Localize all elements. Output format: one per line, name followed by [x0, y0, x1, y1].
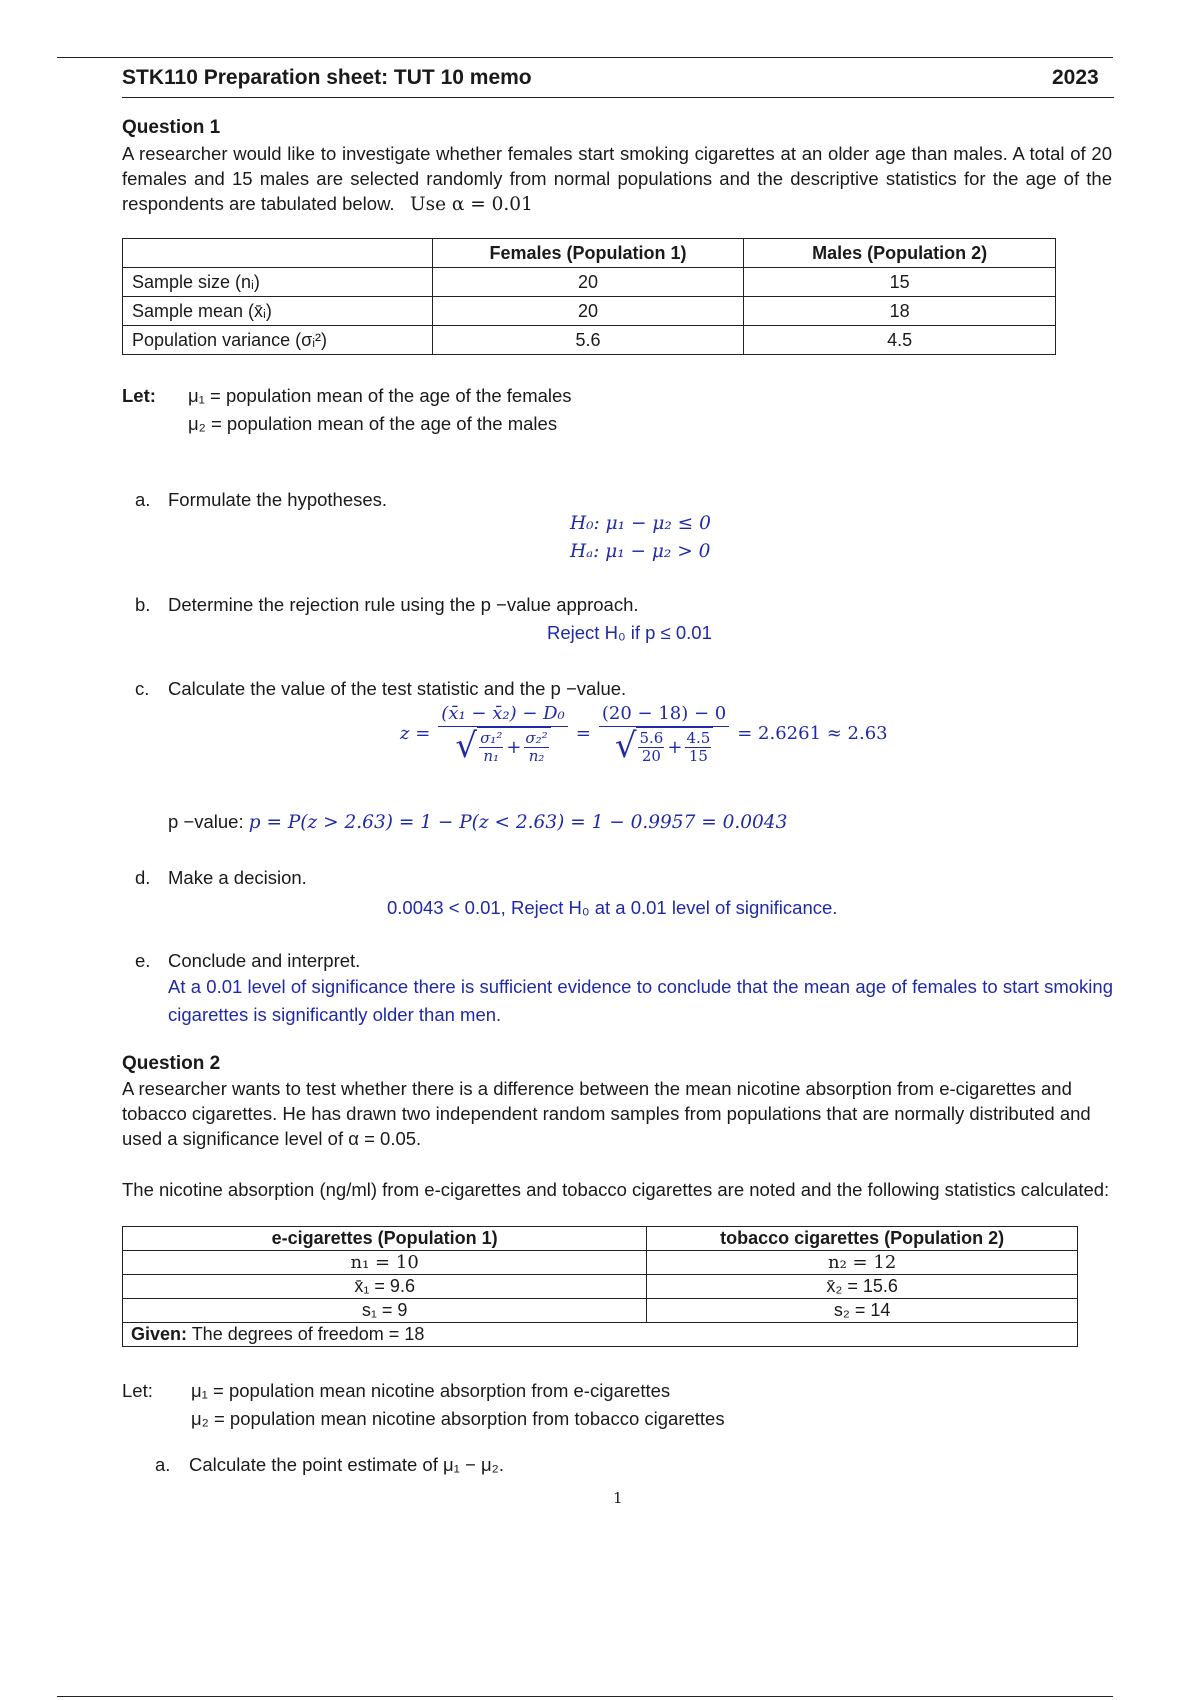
v1-den: 20: [641, 747, 661, 765]
header-top-rule: [57, 57, 1113, 58]
given-text: The degrees of freedom = 18: [187, 1324, 425, 1344]
table-row: [123, 1251, 1078, 1275]
numeric-numerator: (20 − 18) − 0: [599, 702, 729, 727]
q1-title: Question 1: [122, 117, 221, 138]
q1-intro-text: A researcher would like to investigate whether females start smoking cigarettes at an older age than males. A total of 20 females and 15 males are selected randomly from normal populations and the descriptive statistics for the age of the respondents are tabulated below.: [122, 143, 1112, 214]
header-bottom-rule: [122, 97, 1114, 98]
q2a-letter: a.: [155, 1454, 171, 1475]
table-row: [123, 1275, 1078, 1299]
q1-alpha: Use α = 0.01: [409, 194, 533, 215]
females-value: 20: [432, 268, 744, 297]
q1e-prompt: Conclude and interpret.: [168, 950, 361, 971]
males-value: 4.5: [744, 326, 1056, 355]
q2-intro-statistics: The nicotine absorption (ng/ml) from e-cigarettes and tobacco cigarettes are noted and the following statistics calculated:: [122, 1179, 1110, 1200]
females-value: 5.6: [432, 326, 744, 355]
table-cell: x̄₂ = 15.6: [647, 1275, 1078, 1299]
table-row: [123, 326, 1056, 355]
q2-mu1-definition: μ₁ = population mean nicotine absorption from e-cigarettes: [191, 1380, 671, 1401]
table-cell: s₁ = 9: [123, 1299, 647, 1323]
var1-fraction: [479, 730, 503, 765]
v1-fraction: [638, 730, 664, 765]
var2-den: n₂: [528, 747, 545, 765]
given-label: Given:: [131, 1324, 188, 1344]
radicand: [477, 727, 551, 765]
q1b-letter: b.: [135, 594, 151, 615]
table-header-row: [123, 239, 1056, 268]
page-number: 1: [613, 1489, 623, 1507]
var1-num: σ₁²: [480, 729, 503, 747]
q2a-prompt: Calculate the point estimate of μ₁ − μ₂.: [189, 1454, 504, 1475]
given-cell: [123, 1323, 1078, 1347]
q1e-letter: e.: [135, 950, 151, 971]
radical-sign: √: [455, 726, 478, 766]
v2-num: 4.5: [686, 729, 711, 747]
plus-sign: +: [667, 736, 683, 758]
table-header-cell: Females (Population 1): [432, 239, 744, 268]
row-label: Population variance (σᵢ²): [123, 326, 433, 355]
table-row: [123, 297, 1056, 326]
table-header-cell: Males (Population 2): [744, 239, 1056, 268]
general-numerator: (x̄₁ − x̄₂) − D₀: [438, 702, 567, 727]
q1b-prompt: Determine the rejection rule using the p −value approach.: [168, 594, 639, 615]
radical-sign: √: [614, 726, 637, 766]
table-row: [123, 1299, 1078, 1323]
var2-num: σ₂²: [525, 729, 548, 747]
equals-sign: =: [575, 723, 591, 744]
table-cell: n₁ = 10: [123, 1251, 647, 1275]
numeric-sqrt: [615, 727, 713, 765]
numeric-denominator: [612, 727, 716, 765]
var2-fraction: [524, 730, 548, 765]
row-label: Sample mean (x̄ᵢ): [123, 297, 433, 326]
sheet-title: STK110 Preparation sheet: TUT 10 memo: [122, 66, 532, 89]
general-sqrt: [455, 727, 550, 765]
q2-intro: A researcher wants to test whether there is a difference between the mean nicotine absorption from e-cigarettes and tobacco cigarettes. He has drawn two independent random samples from populations that are normally distributed and used a significance level of α = 0.05.: [122, 1078, 1091, 1149]
rejection-rule: Reject H₀ if p ≤ 0.01: [547, 622, 712, 643]
table-cell: s₂ = 14: [647, 1299, 1078, 1323]
q1-mu1-definition: μ₁ = population mean of the age of the females: [188, 385, 572, 406]
table-row: [123, 268, 1056, 297]
row-label: Sample size (nᵢ): [123, 268, 433, 297]
table-row: [123, 1323, 1078, 1347]
v2-den: 15: [688, 747, 708, 765]
q1-stats-table: [122, 238, 1056, 355]
q1a-prompt: Formulate the hypotheses.: [168, 489, 388, 510]
table-cell: n₂ = 12: [647, 1251, 1078, 1275]
q1d-letter: d.: [135, 867, 151, 888]
pvalue-calculation: p = P(z > 2.63) = 1 − P(z < 2.63) = 1 − 0.9957 = 0.0043: [248, 812, 788, 833]
table-header-cell: e-cigarettes (Population 1): [123, 1227, 647, 1251]
decision-answer: 0.0043 < 0.01, Reject H₀ at a 0.01 level of significance.: [387, 897, 838, 918]
v2-fraction: [685, 730, 711, 765]
alternative-hypothesis: Hₐ: μ₁ − μ₂ > 0: [570, 541, 711, 562]
q2-stats-table: [122, 1226, 1078, 1347]
table-header-cell: [123, 239, 433, 268]
z-statistic-formula: [400, 702, 888, 765]
females-value: 20: [432, 297, 744, 326]
table-header-row: [123, 1227, 1078, 1251]
z-result: = 2.6261 ≈ 2.63: [737, 723, 888, 744]
plus-sign: +: [506, 736, 522, 758]
q2-title: Question 2: [122, 1053, 221, 1074]
sheet-year: 2023: [1052, 66, 1099, 89]
numeric-formula-fraction: [599, 702, 729, 765]
q2-mu2-definition: μ₂ = population mean nicotine absorption from tobacco cigarettes: [191, 1408, 725, 1429]
conclusion-answer: At a 0.01 level of significance there is sufficient evidence to conclude that the mean age of females to start smoking cigarettes is significantly older than men.: [168, 976, 1113, 1025]
table-header-cell: tobacco cigarettes (Population 2): [647, 1227, 1078, 1251]
males-value: 18: [744, 297, 1056, 326]
q1-mu2-definition: μ₂ = population mean of the age of the males: [188, 413, 558, 434]
q1-let-label: Let:: [122, 385, 156, 406]
general-formula-fraction: [438, 702, 567, 765]
q1c-prompt: Calculate the value of the test statistic and the p −value.: [168, 678, 627, 699]
q2-let-label: Let:: [122, 1380, 153, 1401]
q1-intro: [122, 141, 1112, 217]
var1-den: n₁: [483, 747, 500, 765]
null-hypothesis: H₀: μ₁ − μ₂ ≤ 0: [570, 513, 711, 534]
q1c-letter: c.: [135, 678, 150, 699]
q1a-letter: a.: [135, 489, 151, 510]
v1-num: 5.6: [639, 729, 664, 747]
pvalue-line: [168, 809, 787, 835]
pvalue-label: p −value:: [168, 811, 244, 832]
table-cell: x̄₁ = 9.6: [123, 1275, 647, 1299]
radicand: [636, 727, 713, 765]
males-value: 15: [744, 268, 1056, 297]
z-lhs: z =: [400, 723, 431, 744]
general-denominator: [452, 727, 553, 765]
footer-rule: [57, 1696, 1113, 1697]
q1d-prompt: Make a decision.: [168, 867, 307, 888]
